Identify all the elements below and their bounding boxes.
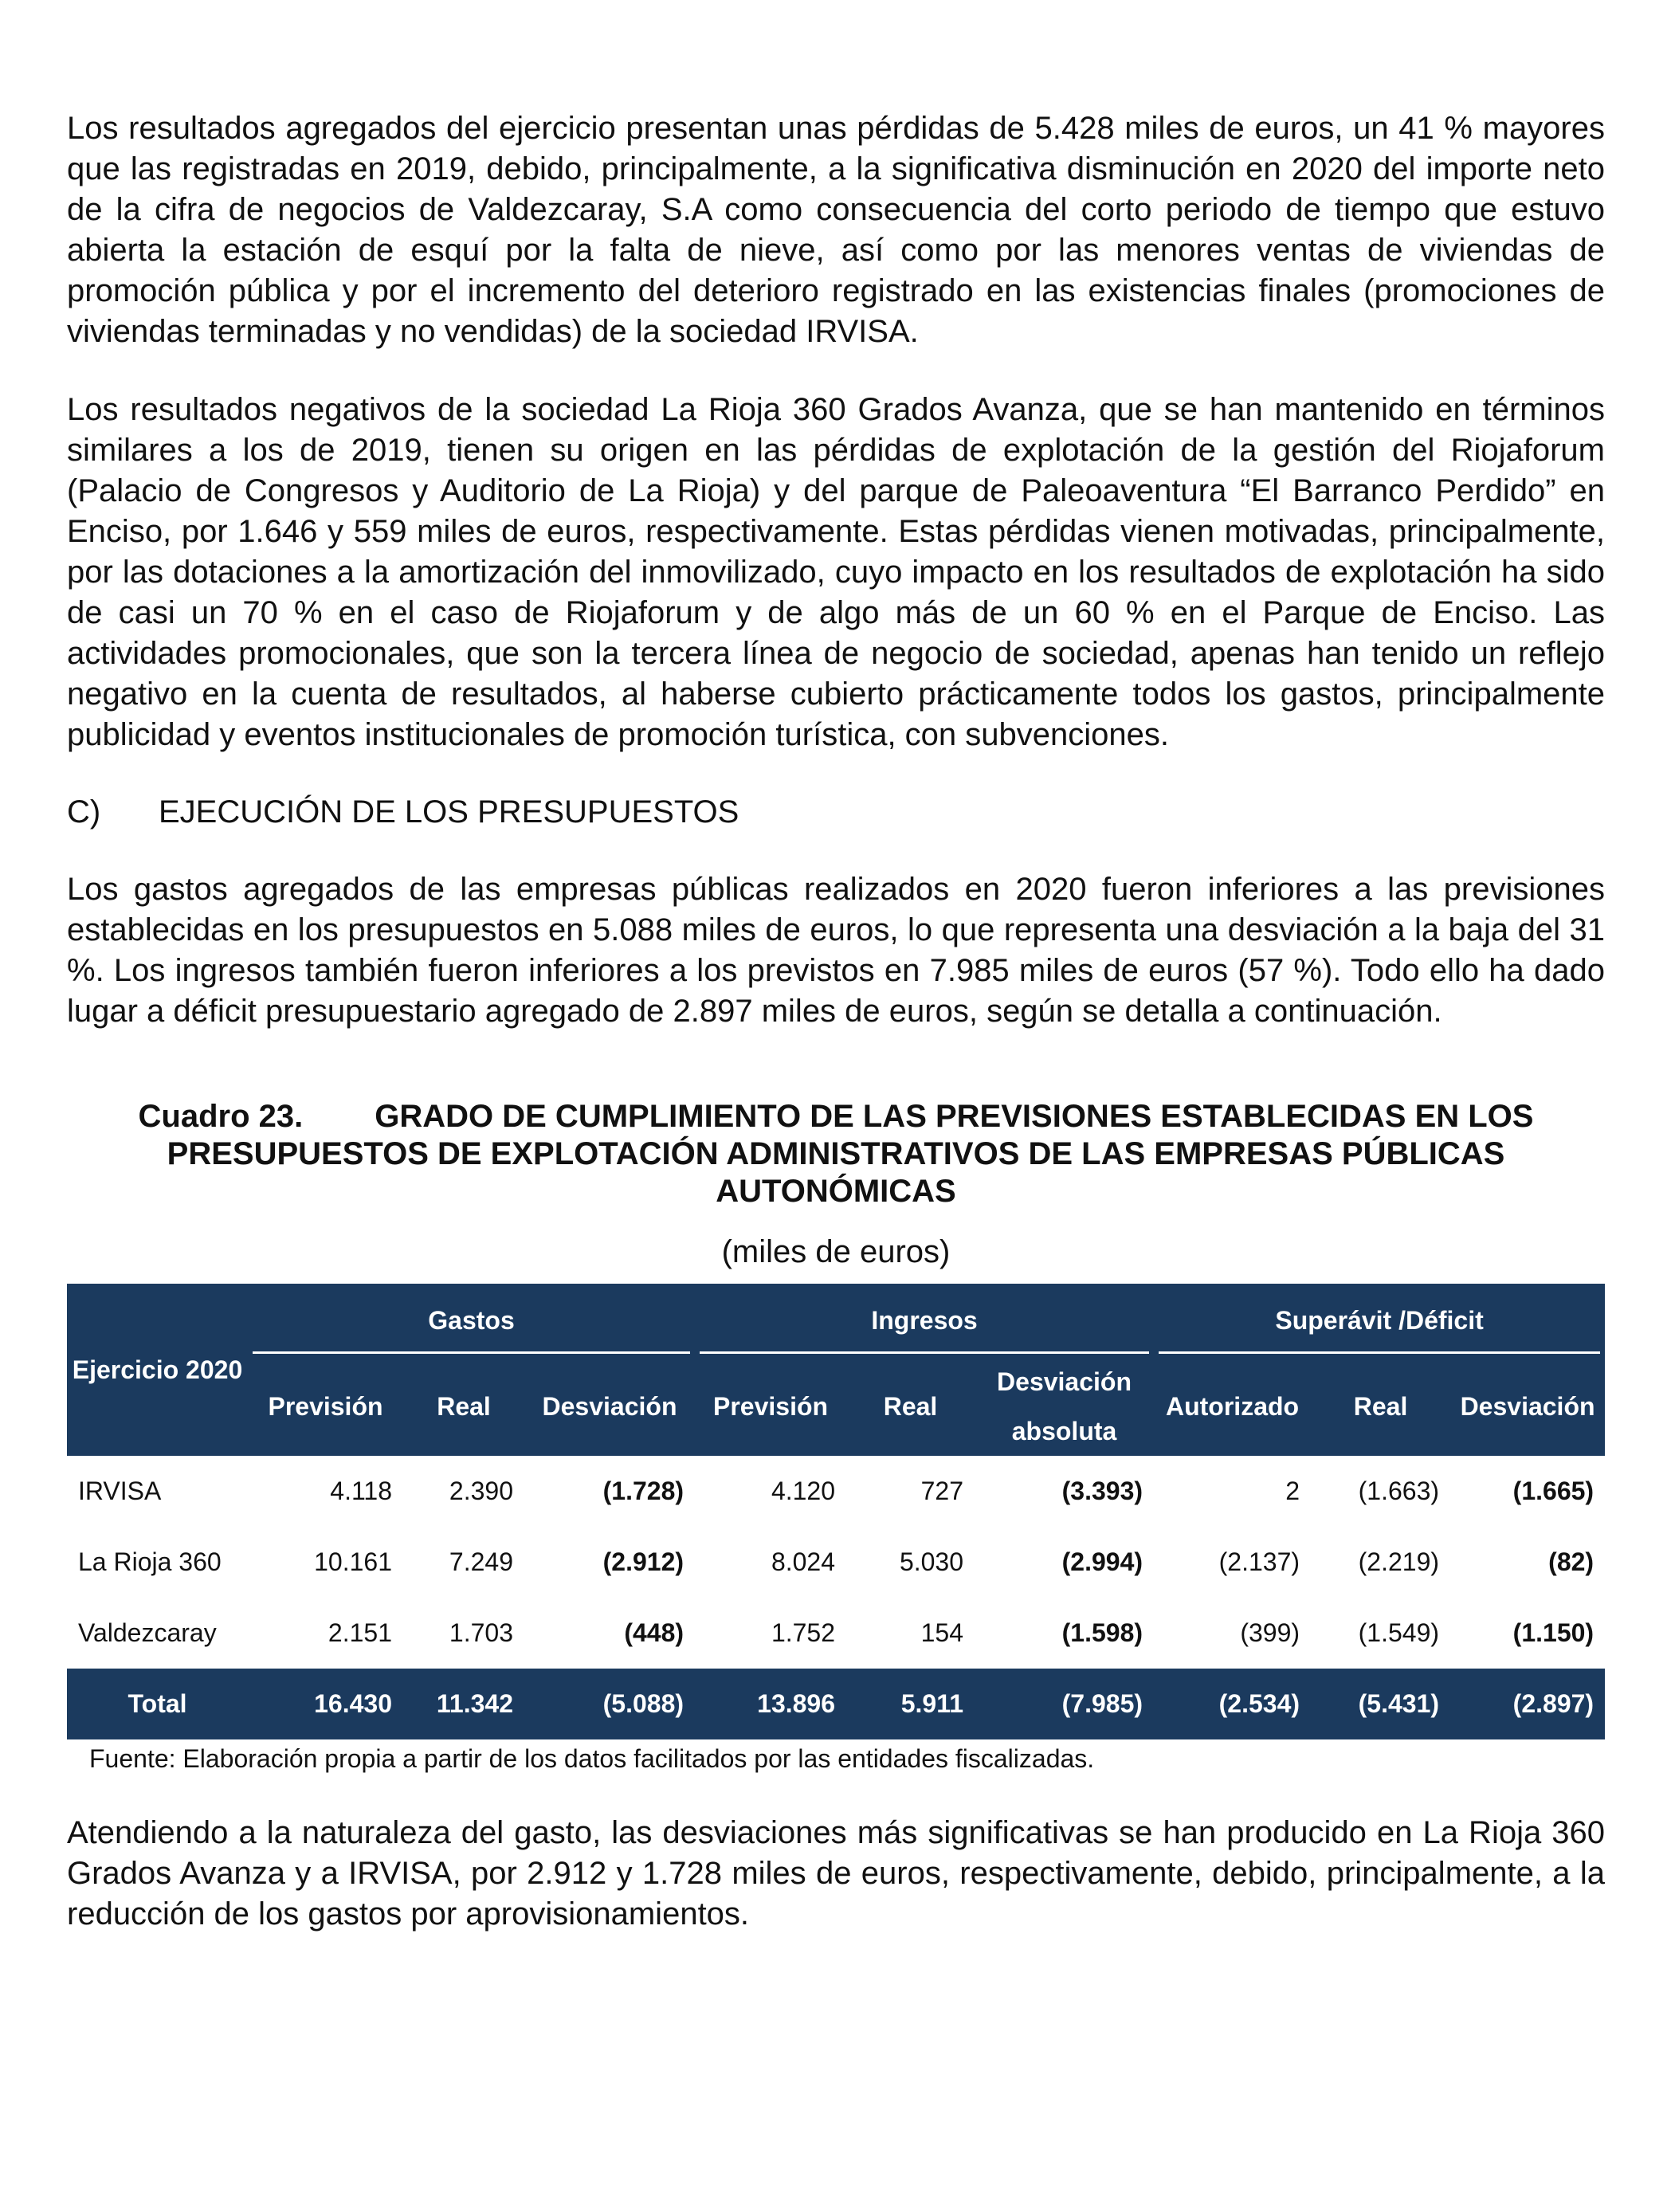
section-title: EJECUCIÓN DE LOS PRESUPUESTOS	[159, 794, 739, 830]
cell: (3.393)	[1061, 1477, 1143, 1505]
cell: 10.161	[314, 1547, 392, 1576]
group-header-gastos: Gastos	[248, 1284, 695, 1357]
cell: (399)	[1240, 1618, 1300, 1647]
document-page	[67, 108, 1605, 1935]
column-header: Previsión	[248, 1357, 403, 1456]
column-header: Desviación	[524, 1357, 695, 1456]
cell: 7.249	[449, 1547, 513, 1576]
table-units: (miles de euros)	[721, 1234, 951, 1269]
cell: (2.219)	[1358, 1547, 1440, 1576]
table-row	[67, 1527, 1605, 1598]
cell: 1.703	[449, 1618, 513, 1647]
cell: (448)	[624, 1618, 684, 1647]
paragraph: Atendiendo a la naturaleza del gasto, las desviaciones más significativas se han producido en La Rioja 360 Grados Avanza y a IRVISA, por 2.912 y 1.728 miles de euros, respectivamente, debido, principalmente, a la reducción de los gastos por aprovisionamientos.	[67, 1815, 1605, 1932]
group-header-superavit: Superávit /Déficit	[1154, 1284, 1605, 1357]
cell: (2.137)	[1218, 1547, 1300, 1576]
cell: 4.120	[771, 1477, 836, 1505]
cell: (1.728)	[602, 1477, 684, 1505]
total-row	[67, 1669, 1605, 1739]
column-header: Desviación	[1450, 1357, 1605, 1456]
column-header: Autorizado	[1154, 1357, 1311, 1456]
cell: (1.549)	[1358, 1618, 1440, 1647]
row-name: IRVISA	[78, 1477, 162, 1505]
cell: (1.663)	[1358, 1477, 1440, 1505]
paragraph: Los gastos agregados de las empresas públicas realizados en 2020 fueron inferiores a las previsiones establecidas en los presupuestos en 5.088 miles de euros, lo que representa una desviación a la baja del 31 %. Los ingresos también fueron inferiores a los previstos en 7.985 miles de euros (57 %). Todo ello ha dado lugar a déficit presupuestario agregado de 2.897 miles de euros, según se detalla a continuación.	[67, 872, 1605, 1029]
cell: (1.598)	[1061, 1618, 1143, 1647]
column-header: Real	[1311, 1357, 1450, 1456]
table-source-note: Fuente: Elaboración propia a partir de los datos facilitados por las entidades fiscalizadas.	[89, 1744, 1095, 1773]
total-cell: (2.897)	[1450, 1669, 1605, 1739]
total-cell: 11.342	[403, 1669, 524, 1739]
row-header: Ejercicio 2020	[67, 1284, 248, 1456]
cell: 2.151	[328, 1618, 392, 1647]
cell: 8.024	[771, 1547, 836, 1576]
row-name: Valdezcaray	[78, 1618, 217, 1647]
total-cell: (2.534)	[1154, 1669, 1311, 1739]
section-label: C)	[67, 794, 101, 830]
cell: 4.118	[330, 1477, 392, 1505]
section-heading	[67, 792, 1605, 833]
group-header-ingresos: Ingresos	[695, 1284, 1154, 1357]
paragraph: Los resultados negativos de la sociedad La Rioja 360 Grados Avanza, que se han mantenido en términos similares a los de 2019, tienen su origen en las pérdidas de explotación de la gestión del Riojaforum (Palacio de Congresos y Auditorio de La Rioja) y del parque de Paleoaventura “El Barranco Perdido” en Enciso, por 1.646 y 559 miles de euros, respectivamente. Estas pérdidas vienen motivadas, principalmente, por las dotaciones a la amortización del inmovilizado, cuyo impacto en los resultados de explotación ha sido de casi un 70 % en el caso de Riojaforum y de algo más de un 60 % en el Parque de Enciso. Las actividades promocionales, que son la tercera línea de negocio de sociedad, apenas han tenido un reflejo negativo en la cuenta de resultados, al haberse cubierto prácticamente todos los gastos, principalmente publicidad y eventos institucionales de promoción turística, con subvenciones.	[67, 392, 1605, 752]
table-caption-number: Cuadro 23.	[138, 1099, 304, 1134]
total-cell: (5.431)	[1311, 1669, 1450, 1739]
total-cell: (7.985)	[975, 1669, 1154, 1739]
paragraph: Los resultados agregados del ejercicio presentan unas pérdidas de 5.428 miles de euros, un 41 % mayores que las registradas en 2019, debido, principalmente, a la significativa disminución en 2020 del importe neto de la cifra de negocios de Valdezcaray, S.A como consecuencia del corto periodo de tiempo que estuvo abierta la estación de esquí por la falta de nieve, así como por las menores ventas de viviendas de promoción pública y por el incremento del deterioro registrado en las existencias finales (promociones de viviendas terminadas y no vendidas) de la sociedad IRVISA.	[67, 111, 1605, 349]
table-caption	[67, 1098, 1605, 1210]
total-label: Total	[67, 1669, 248, 1739]
cell: (1.665)	[1512, 1477, 1595, 1505]
cell: 727	[920, 1477, 964, 1505]
column-header: Previsión	[695, 1357, 846, 1456]
cell: 2.390	[449, 1477, 513, 1505]
cell: (2.994)	[1061, 1547, 1143, 1576]
row-name: La Rioja 360	[78, 1547, 222, 1576]
budget-table	[67, 1284, 1605, 1739]
column-header: Real	[403, 1357, 524, 1456]
table-row	[67, 1598, 1605, 1669]
total-cell: 13.896	[695, 1669, 846, 1739]
cell: 2	[1285, 1477, 1300, 1505]
cell: (82)	[1548, 1547, 1595, 1576]
cell: 5.030	[899, 1547, 964, 1576]
table-row	[67, 1456, 1605, 1527]
total-cell: (5.088)	[524, 1669, 695, 1739]
table-caption-title: GRADO DE CUMPLIMIENTO DE LAS PREVISIONES ESTABLECIDAS EN LOS PRESUPUESTOS DE EXPLOTACIÓN ADMINISTRATIVOS DE LAS EMPRESAS PÚBLICAS AUTONÓMICAS	[167, 1099, 1534, 1209]
total-cell: 16.430	[248, 1669, 403, 1739]
column-header: Desviación absoluta	[975, 1357, 1154, 1456]
cell: 154	[920, 1618, 964, 1647]
cell: 1.752	[771, 1618, 836, 1647]
total-cell: 5.911	[846, 1669, 975, 1739]
cell: (1.150)	[1512, 1618, 1595, 1647]
cell: (2.912)	[602, 1547, 684, 1576]
column-header: Real	[846, 1357, 975, 1456]
